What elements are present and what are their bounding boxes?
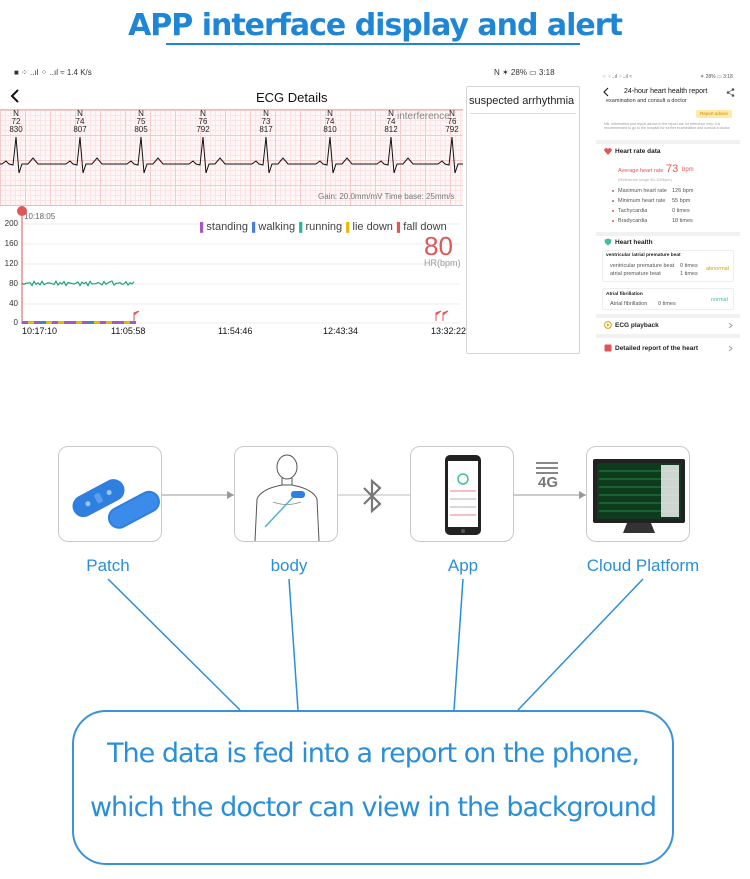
summary-line-2: which the doctor can view in the background bbox=[89, 792, 657, 823]
legend-label: running bbox=[305, 221, 343, 233]
fall-marker bbox=[443, 311, 448, 321]
reference-range: (Reference range 50-120bpm) bbox=[618, 177, 672, 182]
metric-value: 126 bpm bbox=[672, 188, 694, 194]
y-tick-label: 160 bbox=[4, 239, 18, 248]
activity-segment bbox=[112, 321, 118, 324]
arrhythmia-panel[interactable] bbox=[466, 86, 580, 354]
beat-label: N bbox=[200, 109, 206, 118]
report-status-left: ⁙ ⁘..ıl ⁘..ıl ≈ bbox=[602, 74, 633, 80]
beat-v1: 74 bbox=[75, 117, 85, 126]
y-tick-label: 200 bbox=[4, 219, 18, 228]
report-divider bbox=[596, 334, 740, 338]
beat-label: N bbox=[263, 109, 269, 118]
af-value: 0 times bbox=[658, 301, 676, 307]
report-divider bbox=[596, 140, 740, 144]
x-tick-label: 10:17:10 bbox=[22, 326, 58, 336]
af-label: Atrial fibrillation bbox=[610, 301, 648, 307]
activity-segment bbox=[28, 321, 34, 324]
chevron-right-icon bbox=[728, 345, 734, 352]
beat-v1: 74 bbox=[386, 117, 396, 126]
network-4g-label: 4G bbox=[538, 474, 559, 491]
beat-v2: 812 bbox=[384, 125, 398, 134]
page-title: APP interface display and alert bbox=[128, 8, 622, 43]
activity-segment bbox=[118, 321, 124, 324]
metric-value: 18 times bbox=[672, 218, 693, 224]
y-tick-label: 120 bbox=[4, 259, 18, 268]
beat-v1: 72 bbox=[11, 117, 21, 126]
beat-annotation bbox=[193, 110, 213, 134]
phone-status-left: ■ ⁘ ..ıl ⁘ ..ıl ≈ 1.4 K/s bbox=[14, 68, 92, 77]
y-tick-label: 80 bbox=[9, 279, 18, 288]
af-title: Atrial fibrillation bbox=[606, 292, 643, 297]
flow-step-label: App bbox=[447, 556, 479, 575]
y-tick-label: 0 bbox=[13, 318, 18, 327]
fall-marker bbox=[134, 311, 139, 321]
bullet bbox=[612, 210, 614, 212]
metric-value: 0 times bbox=[672, 208, 690, 214]
activity-segment bbox=[88, 321, 94, 324]
af-status: normal bbox=[711, 297, 728, 303]
heart-icon bbox=[604, 148, 612, 155]
beat-v2: 792 bbox=[196, 125, 210, 134]
beat-v1: 75 bbox=[136, 117, 146, 126]
premature-title: ventricular /atrial premature beat bbox=[606, 253, 681, 258]
flow-step-label: Patch bbox=[86, 556, 130, 575]
fall-marker bbox=[436, 311, 441, 321]
summary-box bbox=[72, 710, 674, 865]
report-divider bbox=[596, 232, 740, 236]
activity-segment bbox=[40, 321, 46, 324]
phone-status-right: N ✶ 28% ▭ 3:18 bbox=[494, 68, 555, 77]
chevron-left-icon[interactable] bbox=[8, 88, 22, 104]
flow-step-label: Cloud Platform bbox=[586, 556, 700, 575]
hr-unit: HR(bpm) bbox=[424, 258, 461, 268]
activity-segment bbox=[100, 321, 106, 324]
beat-annotation bbox=[70, 110, 90, 134]
signal-icon bbox=[536, 462, 562, 474]
activity-segment bbox=[124, 321, 130, 324]
metric-label: Maximum heart rate bbox=[618, 188, 667, 194]
report-title: 24-hour heart health report bbox=[624, 88, 708, 95]
metric-label: Bradycardia bbox=[618, 218, 648, 224]
cursor-time: 10:18:05 bbox=[24, 212, 56, 221]
beat-v2: 792 bbox=[445, 125, 459, 134]
legend-label: fall down bbox=[403, 221, 447, 233]
bluetooth-icon bbox=[358, 478, 388, 514]
x-tick-label: 12:43:34 bbox=[323, 326, 359, 336]
report-subtitle: examination and consult a doctor bbox=[606, 98, 687, 104]
beat-v2: 810 bbox=[323, 125, 337, 134]
report-pen-icon bbox=[604, 344, 612, 352]
activity-legend bbox=[200, 221, 451, 233]
activity-icon: ▌ bbox=[396, 222, 404, 232]
legend-item bbox=[252, 221, 295, 233]
legend-label: walking bbox=[258, 221, 296, 233]
bullet bbox=[612, 220, 614, 222]
activity-segment bbox=[106, 321, 112, 324]
legend-item bbox=[200, 221, 248, 233]
beat-annotation bbox=[320, 110, 340, 134]
shield-icon bbox=[604, 238, 612, 246]
report-connector-lines bbox=[0, 575, 750, 715]
avg-hr-value: 73 bbox=[666, 163, 679, 175]
x-tick-label: 11:54:46 bbox=[218, 326, 253, 336]
metric-label: Minimum heart rate bbox=[618, 198, 666, 204]
chevron-right-icon bbox=[728, 322, 734, 329]
atrial-premature-label: atrial premature beat bbox=[610, 271, 661, 277]
hr-value: 80 bbox=[424, 231, 453, 261]
legend-label: standing bbox=[206, 221, 248, 233]
legend-item bbox=[346, 221, 393, 233]
avg-hr-label: Average heart rate bbox=[618, 168, 664, 174]
bullet bbox=[612, 190, 614, 192]
arrhythmia-divider bbox=[470, 113, 576, 114]
beat-v2: 805 bbox=[134, 125, 148, 134]
x-tick-label: 11:05:58 bbox=[111, 326, 146, 336]
beat-annotation bbox=[131, 110, 151, 134]
activity-segment bbox=[130, 321, 136, 324]
beat-label: N bbox=[388, 109, 394, 118]
activity-segment bbox=[70, 321, 76, 324]
bullet bbox=[612, 200, 614, 202]
heart-health-section-title: Heart health bbox=[615, 239, 653, 246]
activity-segment bbox=[46, 321, 52, 324]
beat-annotation bbox=[256, 110, 276, 134]
beat-v1: 74 bbox=[325, 117, 335, 126]
beat-label: N bbox=[138, 109, 144, 118]
activity-icon: ▌ bbox=[346, 222, 353, 232]
beat-v2: 830 bbox=[9, 125, 23, 134]
metric-label: Tachycardia bbox=[618, 208, 648, 214]
beat-v2: 817 bbox=[259, 125, 273, 134]
arrhythmia-label: suspected arrhythmia bbox=[469, 95, 575, 107]
metric-value: 55 bpm bbox=[672, 198, 691, 204]
activity-segment bbox=[22, 321, 28, 324]
atrial-premature-value: 1 times bbox=[680, 271, 698, 277]
legend-label: lie down bbox=[352, 221, 393, 233]
legend-item bbox=[299, 221, 342, 233]
screen-title: ECG Details bbox=[256, 90, 328, 105]
ecg-playback-link[interactable]: ECG playback bbox=[615, 322, 659, 329]
summary-line-1: The data is fed into a report on the phone, bbox=[107, 738, 639, 769]
avg-hr-unit: bpm bbox=[682, 167, 694, 173]
gain-text: Gain: 20.0mm/mV Time base: 25mm/s bbox=[318, 192, 455, 201]
heart-rate-section-title: Heart rate data bbox=[615, 148, 661, 155]
activity-icon: ▌ bbox=[299, 222, 306, 232]
activity-segment bbox=[82, 321, 88, 324]
ventricular-premature-label: ventricular premature beat bbox=[610, 263, 675, 269]
playback-icon bbox=[604, 321, 612, 329]
beat-v1: 76 bbox=[198, 117, 208, 126]
title-underline bbox=[166, 43, 580, 45]
beat-label: N bbox=[449, 109, 455, 118]
beat-label: N bbox=[77, 109, 83, 118]
beat-annotation bbox=[6, 110, 26, 134]
detailed-report-link[interactable]: Detailed report of the heart bbox=[615, 345, 699, 352]
activity-segment bbox=[94, 321, 100, 324]
flow-step-label: body bbox=[270, 556, 308, 575]
report-disclaimer: NB: information and report advice in the report are for reference only. It is recommended to go to the hospital for further examination and consult a doctor. bbox=[604, 122, 731, 131]
beat-label: N bbox=[327, 109, 333, 118]
interference-label: interference bbox=[397, 111, 450, 122]
report-advice-badge: Report advice bbox=[696, 110, 732, 118]
y-tick-label: 40 bbox=[9, 299, 18, 308]
beat-v1: 73 bbox=[261, 117, 271, 126]
beat-label: N bbox=[13, 109, 19, 118]
activity-segment bbox=[64, 321, 70, 324]
activity-segment bbox=[34, 321, 40, 324]
activity-segment bbox=[52, 321, 58, 324]
ventricular-premature-value: 0 times bbox=[680, 263, 698, 269]
report-divider bbox=[596, 314, 740, 318]
share-icon[interactable] bbox=[726, 88, 735, 97]
beat-v1: 76 bbox=[447, 117, 457, 126]
activity-segment bbox=[76, 321, 82, 324]
activity-icon: ▌ bbox=[251, 222, 259, 232]
premature-status: abnormal bbox=[706, 266, 729, 272]
activity-segment bbox=[58, 321, 64, 324]
beat-v2: 807 bbox=[73, 125, 87, 134]
x-tick-label: 13:32:22 bbox=[431, 326, 467, 336]
report-back-icon[interactable] bbox=[602, 87, 610, 97]
report-screen bbox=[596, 70, 740, 360]
report-status-right: ✶ 28% ▭ 3:18 bbox=[700, 74, 733, 80]
activity-icon: ▌ bbox=[200, 222, 207, 232]
